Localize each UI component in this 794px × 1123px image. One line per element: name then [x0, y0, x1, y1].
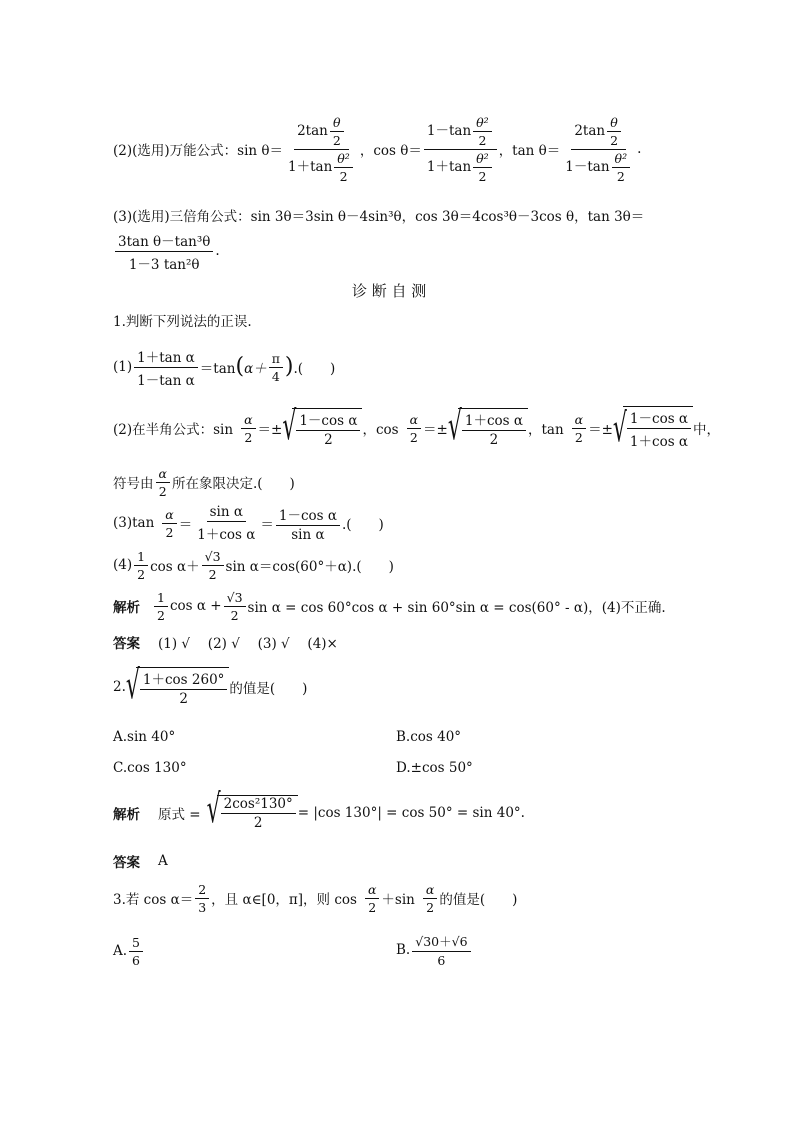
q2-option-c: C.cos 130°	[113, 760, 187, 776]
formula-triple-tan: 3tan θ－tan³θ 1－3 tan²θ .	[113, 228, 220, 274]
question-1-title: 1.判断下列说法的正误.	[113, 314, 252, 330]
question-3: 3.若 cos α＝ 2 3 ，且 α∈[0，π]，则 cos α 2 ＋sin α 2 的值是( )	[113, 881, 518, 915]
q3-option-b: B. √30＋√6 6	[396, 928, 473, 972]
section-heading: 诊 断 自 测	[352, 281, 427, 300]
q3-option-a: A. 5 6	[113, 930, 145, 972]
formula-triple-angle: (3)(选用)三倍角公式：sin 3θ＝3sin θ－4sin³θ，cos 3θ＝4cos³θ－3cos θ，tan 3θ＝	[113, 209, 645, 225]
q2-option-a: A.sin 40°	[113, 729, 176, 745]
analysis-2: 解析 原式 = √ $\frac{\text{2cos²130°}}{2}$ = |cos 130°| = cos 50° = sin 40°.	[113, 787, 525, 833]
statement-2: (2)在半角公式：sin α 2 ＝± √ $\frac{\text{1－cos α}}{2}$ ，cos α 2 ＝± √ $\frac{\text{1＋cos α}}{2}$ ，tan α 2 ＝± √ $\frac{\text{1－cos α}}{\text{1＋cos α}}$ 中，	[113, 404, 721, 452]
statement-1: (1) 1＋tan α 1－tan α ＝tan ( α＋ π 4 ) .( )	[113, 345, 335, 389]
frac-tan-universal: 2tan $\frac{\theta}{2}$ 1－tan $\frac{\text{θ²}}{2}$	[562, 115, 635, 184]
q2-option-d: D.±cos 50°	[396, 760, 473, 776]
analysis-1: 解析 1 2 cos α + $\frac{√3}{2}$ sin α = cos 60°cos α + sin 60°sin α = cos(60° - α)，(4)不正确.	[113, 589, 666, 623]
q2-option-b: B.cos 40°	[396, 729, 462, 745]
statement-4: (4) 1 2 cos α＋ √3 2 sin α＝cos(60°＋α).( )	[113, 548, 394, 582]
statement-3: (3)tan α 2 ＝ sin α 1＋cos α ＝ 1－cos α sin α .( )	[113, 503, 384, 543]
question-2: 2. √ $\frac{1+\cos 260^\circ}{2}$ 的值是( )	[113, 663, 308, 709]
frac-cos-universal: 1－tan $\frac{\text{θ²}}{2}$ 1＋tan $\frac{\text{θ²}}{2}$	[424, 115, 497, 184]
statement-2-cont: 符号由 α 2 所在象限决定.( )	[113, 465, 295, 499]
answer-1: 答案 (1) √ (2) √ (3) √ (4)×	[113, 636, 338, 652]
formula-universal: (2)(选用)万能公式：sin θ＝ 2tan $\frac{\theta}{2}$ 1＋tan $\frac{\text{θ²}}{2}$ ，cos θ＝ 1－tan $\frac{\text{θ²}}{2}$ 1＋tan $\frac{\text{θ²}}{2}$ ，tan θ＝ 2tan $\frac{\theta}{2}$ 1－tan $\frac{\text{θ²}}{2}$ .	[113, 114, 642, 184]
answer-2: 答案 A	[113, 853, 168, 871]
frac-sin-universal: 2tan $\frac{\theta}{2}$ 1＋tan $\frac{\text{θ²}}{2}$	[285, 115, 358, 184]
